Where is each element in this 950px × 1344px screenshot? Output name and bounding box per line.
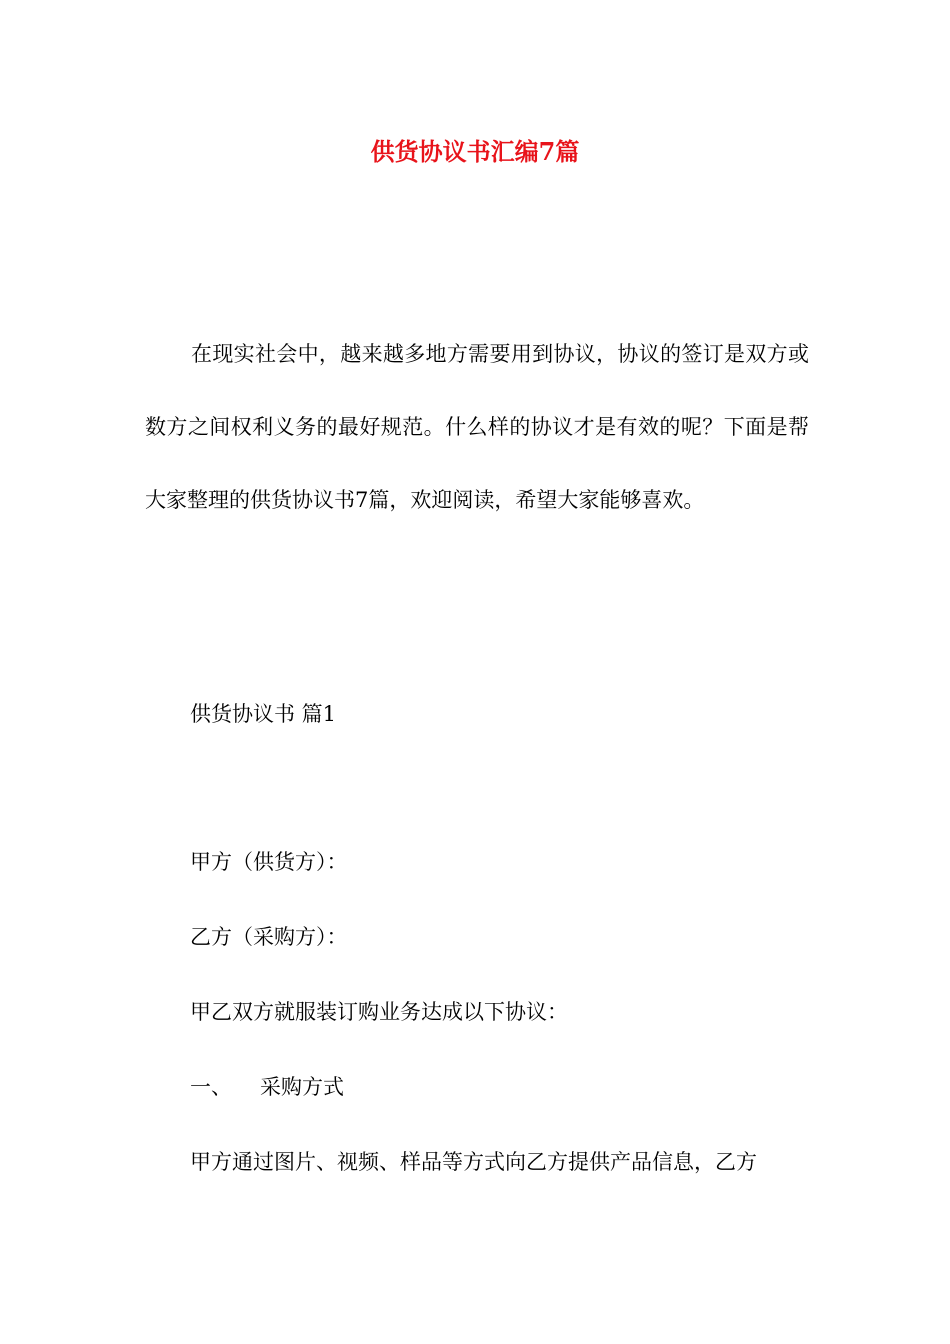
clause-one-heading bbox=[190, 1067, 344, 1107]
clause-number: 一、 bbox=[190, 1075, 232, 1099]
party-a-line: 甲方（供货方）： bbox=[190, 850, 348, 874]
clause-one-body: 甲方通过图片、视频、样品等方式向乙方提供产品信息，乙方 bbox=[190, 1150, 757, 1174]
party-b-line: 乙方（采购方）： bbox=[190, 925, 348, 949]
document-title: 供货协议书汇编7篇 bbox=[370, 137, 580, 166]
clause-title: 采购方式 bbox=[260, 1075, 344, 1099]
section-heading: 供货协议书 篇1 bbox=[190, 702, 337, 726]
agreement-intro-line: 甲乙双方就服装订购业务达成以下协议： bbox=[190, 1000, 568, 1024]
intro-paragraph: 在现实社会中，越来越多地方需要用到协议，协议的签订是双方或数方之间权利义务的最好规范。什么样的协议才是有效的呢？下面是帮大家整理的供货协议书7篇，欢迎阅读，希望大家能够喜欢。 bbox=[145, 342, 809, 512]
